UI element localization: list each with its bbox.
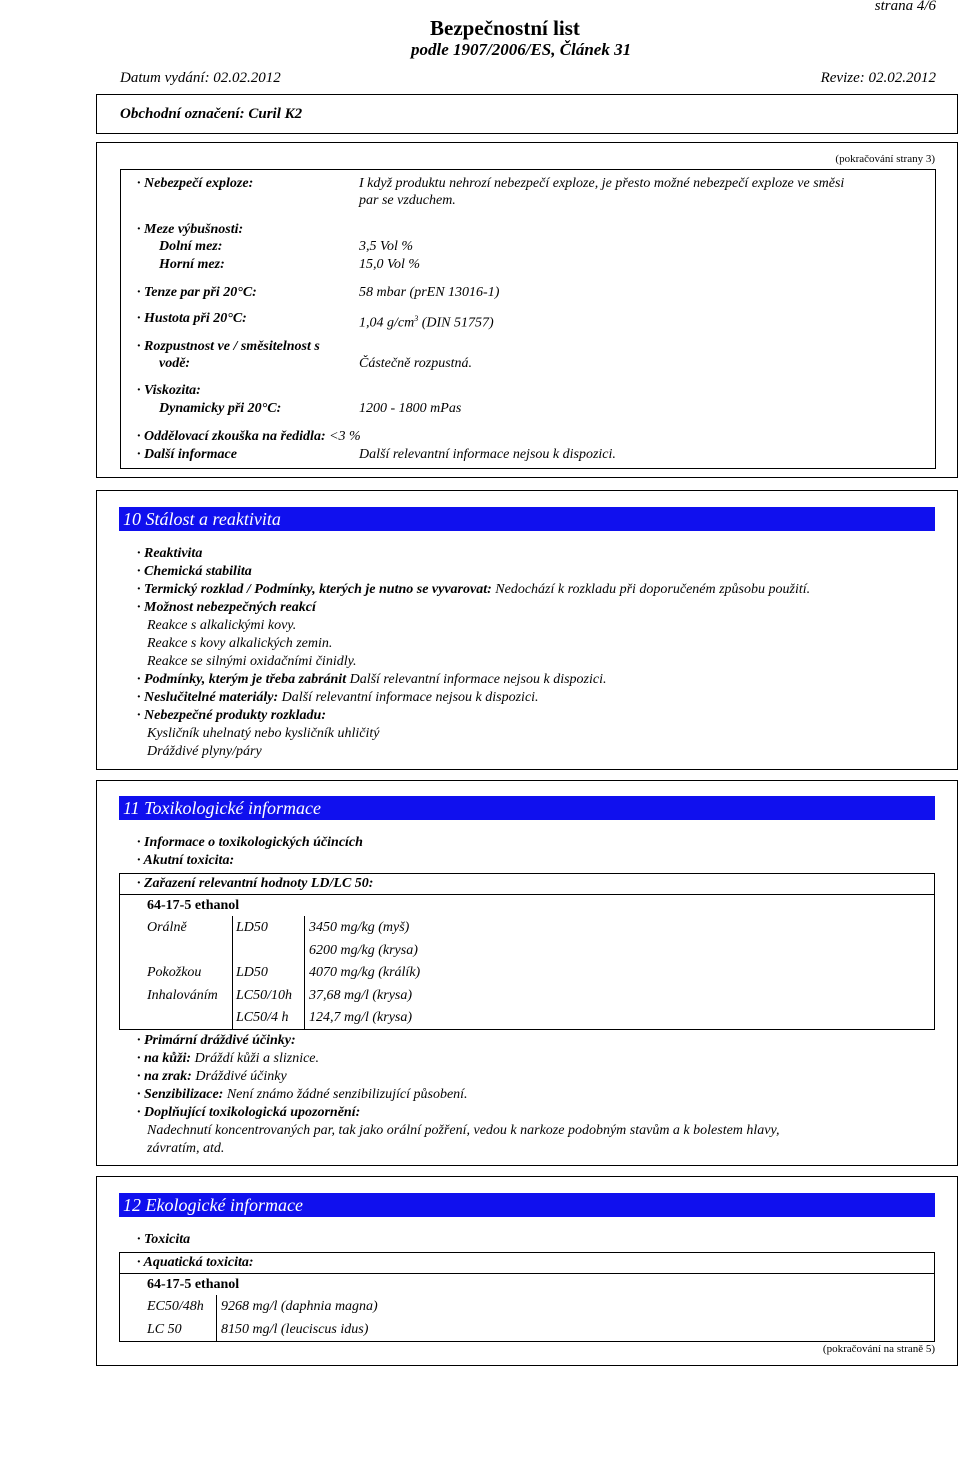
additional-tox-label: · Doplňující toxikologická upozornění: xyxy=(137,1104,360,1122)
explosion-label: · Nebezpečí exploze: xyxy=(137,175,253,193)
trade-name: Obchodní označení: Curil K2 xyxy=(120,106,303,122)
explosion-value-cont: par se vzduchem. xyxy=(359,193,456,208)
trade-name-box xyxy=(96,94,958,134)
aquatic-toxicity: · Aquatická toxicita: xyxy=(137,1254,254,1272)
additional-tox-text-cont: závratím, atd. xyxy=(147,1141,225,1156)
other-info-value: Další relevantní informace nejsou k dispozici. xyxy=(359,447,616,462)
tox-value: 4070 mg/kg (králík) xyxy=(309,965,421,980)
reaction-2: Reakce s kovy alkalických zemin. xyxy=(147,636,333,651)
table-col-divider-2 xyxy=(304,916,305,1030)
section-10-heading: 10 Stálost a reaktivita xyxy=(119,507,935,531)
hazardous-reactions-label: · Možnost nebezpečných reakcí xyxy=(137,599,316,617)
tox-type: LD50 xyxy=(236,965,268,980)
aquatic-substance: 64-17-5 ethanol xyxy=(147,1277,240,1292)
upper-limit-value: 15,0 Vol % xyxy=(359,257,421,272)
tox-type: LC50/10h xyxy=(236,988,293,1003)
toxicological-info: · Informace o toxikologických účincích xyxy=(137,834,363,852)
ld-lc-table xyxy=(119,873,935,1030)
table-col-divider-1 xyxy=(232,916,233,1030)
skin-effect: · na kůži: Dráždí kůži a sliznice. xyxy=(137,1050,319,1068)
other-info-label: · Další informace xyxy=(137,446,237,464)
tox-route: Orálně xyxy=(147,920,187,935)
tox-route: Pokožkou xyxy=(147,965,202,980)
lower-limit-label: Dolní mez: xyxy=(159,239,223,254)
tox-value: 124,7 mg/l (krysa) xyxy=(309,1010,413,1025)
page-number: strana 4/6 xyxy=(874,0,936,14)
solubility-label-cont: vodě: xyxy=(159,356,191,371)
ld-lc-classification: · Zařazení relevantní hodnoty LD/LC 50: xyxy=(137,875,373,893)
issue-date: Datum vydání: 02.02.2012 xyxy=(120,70,281,86)
aquatic-value: 9268 mg/l (daphnia magna) xyxy=(221,1299,378,1314)
table-divider xyxy=(119,894,935,895)
density-value: 1,04 $g/cm^3$ (DIN 51757) xyxy=(359,314,494,331)
continued-note: (pokračování strany 3) xyxy=(835,153,935,165)
aquatic-type: LC 50 xyxy=(147,1322,182,1337)
decomposition-products-label: · Nebezpečné produkty rozkladu: xyxy=(137,707,326,725)
eye-effect: · na zrak: Dráždivé účinky xyxy=(137,1068,287,1086)
reactivity: · Reaktivita xyxy=(137,545,202,563)
lower-limit-value: 3,5 Vol % xyxy=(359,239,414,254)
tox-type: LC50/4 h xyxy=(236,1010,289,1025)
thermal-decomposition: · Termický rozklad / Podmínky, kterých je nutno se vyvarovat: Nedochází k rozkladu při doporučeném způsobu použití. xyxy=(137,581,810,599)
decomposition-product-2: Dráždivé plyny/páry xyxy=(147,744,262,759)
separation-test: · Oddělovací zkouška na ředidla: <3 % xyxy=(137,428,361,446)
aquatic-table-divider xyxy=(119,1273,935,1274)
sensitization: · Senzibilizace: Není známo žádné senzibilizující působení. xyxy=(137,1086,468,1104)
density-label: · Hustota při 20°C: xyxy=(137,310,247,328)
continued-next-note: (pokračování na straně 5) xyxy=(822,1343,935,1355)
viscosity-label: · Viskozita: xyxy=(137,382,201,400)
vapour-pressure-label: · Tenze par při 20°C: xyxy=(137,284,257,302)
tox-value: 3450 mg/kg (myš) xyxy=(309,920,410,935)
solubility-value: Částečně rozpustná. xyxy=(359,356,473,371)
aquatic-value: 8150 mg/l (leuciscus idus) xyxy=(221,1322,369,1337)
tox-value: 6200 mg/kg (krysa) xyxy=(309,943,418,958)
toxicity: · Toxicita xyxy=(137,1231,190,1249)
explosion-value: I když produktu nehrozí nebezpečí exploze, je přesto možné nebezpečí exploze ve směsi xyxy=(359,176,845,191)
acute-toxicity: · Akutní toxicita: xyxy=(137,852,234,870)
section-11-heading: 11 Toxikologické informace xyxy=(119,796,935,820)
tox-route: Inhalováním xyxy=(147,988,218,1003)
aquatic-type: EC50/48h xyxy=(147,1299,204,1314)
primary-irritation: · Primární dráždivé účinky: xyxy=(137,1032,296,1050)
substance-ethanol: 64-17-5 ethanol xyxy=(147,898,240,913)
chemical-stability: · Chemická stabilita xyxy=(137,563,252,581)
reaction-1: Reakce s alkalickými kovy. xyxy=(147,618,297,633)
incompatible-materials: · Neslučitelné materiály: Další relevantní informace nejsou k dispozici. xyxy=(137,689,539,707)
vapour-pressure-value: 58 mbar (prEN 13016-1) xyxy=(359,285,500,300)
additional-tox-text: Nadechnutí koncentrovaných par, tak jako orální požření, vedou k narkoze podobným stavům a k bolestem hlavy, xyxy=(147,1123,780,1138)
conditions-to-avoid: · Podmínky, kterým je třeba zabránit Další relevantní informace nejsou k dispozici. xyxy=(137,671,606,689)
explosion-limits-label: · Meze výbušnosti: xyxy=(137,221,243,239)
section-12-heading: 12 Ekologické informace xyxy=(119,1193,935,1217)
tox-type: LD50 xyxy=(236,920,268,935)
aquatic-col-divider xyxy=(216,1295,217,1342)
revision-date: Revize: 02.02.2012 xyxy=(820,70,936,86)
reaction-3: Reakce se silnými oxidačními činidly. xyxy=(147,654,357,669)
upper-limit-label: Horní mez: xyxy=(159,257,225,272)
dynamic-viscosity-label: Dynamicky při 20°C: xyxy=(159,401,282,416)
tox-value: 37,68 mg/l (krysa) xyxy=(309,988,413,1003)
solubility-label: · Rozpustnost ve / směsitelnost s xyxy=(137,338,320,356)
dynamic-viscosity-value: 1200 - 1800 mPas xyxy=(359,401,462,416)
document-subtitle: podle 1907/2006/ES, Článek 31 xyxy=(411,40,632,59)
document-title: Bezpečnostní list xyxy=(430,16,580,40)
decomposition-product-1: Kysličník uhelnatý nebo kysličník uhličitý xyxy=(147,726,380,741)
